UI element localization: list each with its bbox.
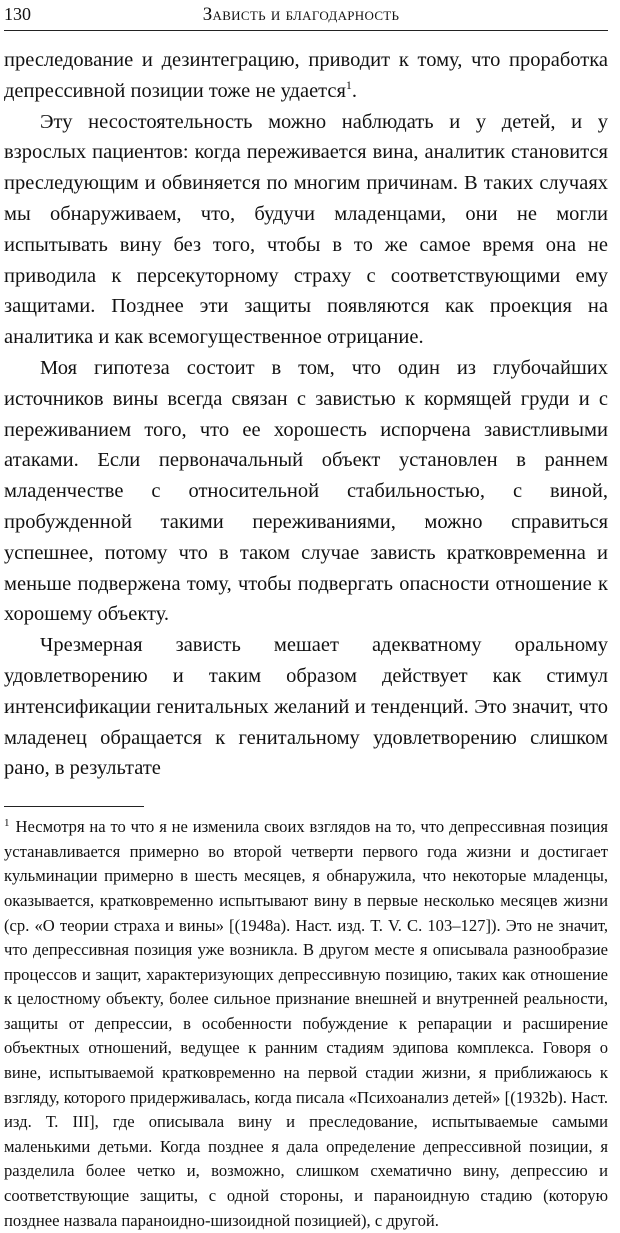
body-text — [4, 45, 608, 784]
running-head — [4, 0, 608, 31]
paragraph-1-text: преследование и дезинтеграцию, приводит к тому, что проработка депрессивной позиции тоже не удается — [4, 49, 608, 102]
paragraph-4: Чрезмерная зависть мешает адекватному оральному удовлетворению и таким образом действует как стимул интенсификации генитальных желаний и тенденций. Это значит, что младенец обращается к генитальному удовлетворению слишком рано, в результате — [4, 634, 608, 780]
footnote-marker: 1 — [4, 816, 10, 829]
footnote-separator — [4, 806, 144, 807]
paragraph-2: Эту несостоятельность можно наблюдать и у детей, и у взрослых пациентов: когда переживается вина, аналитик становится преследующим и обвиняется по многим причинам. В таких случаях мы обнаруживаем, что, будучи младенцами, они не могли испытывать вину без того, чтобы в то же самое время она не приводила к персекуторному страху с соответствующими ему защитами. Позднее эти защиты появляются как проекция на аналитика и как всемогущественное отрицание. — [4, 110, 608, 349]
paragraph-3: Моя гипотеза состоит в том, что один из глубочайших источников вины всегда связан с завистью к кормящей груди и с переживанием того, что ее хорошесть испорчена завистливыми атаками. Если первоначальный объект установлен в раннем младенчестве с относительной стабильностью, с виной, пробужденной такими переживаниями, можно справиться успешнее, потому что в таком случае зависть кратковременна и меньше подвержена тому, чтобы подвергать опасности отношение к хорошему объекту. — [4, 356, 608, 626]
running-title: Зависть и благодарность — [202, 4, 400, 25]
footnote-text: Несмотря на то что я не изменила своих взглядов на то, что депрессивная позиция устанавливается примерно во второй четверти первого года жизни и достигает кульминации примерно в шесть месяцев, я обнаружила, что некоторые младенцы, оказывается, кратковременно испытывают вину в первые несколько месяцев жизни (ср. «О теории страха и вины» [(1948a). Наст. изд. Т. V. С. 103–127]). Это не значит, что депрессивная позиция уже возникла. В другом месте я описывала разнообразие процессов и защит, характеризующих депрессивную позицию, таких как отношение к целостному объекту, более сильное признание внешней и внутренней реальности, защиты от депрессии, в особенности побуждение к репарации и расширение объектных отношений, ведущее к ранним стадиям эдипова комплекса. Говоря о вине, испытываемой кратковременно на первой стадии жизни, я приближаюсь к взгляду, которого придерживалась, когда писала «Психоанализ детей» [(1932b). Наст. изд. Т. III], где описывала вину и преследование, испытываемые самыми маленькими детьми. Когда позднее я дала определение депрессивной позиции, я разделила более четко и, возможно, слишком схематично вину, депрессию и соответствующие защиты, с одной стороны, и параноидную стадию (которую позднее назвала параноидно-шизоидной позицией), с другой. — [4, 817, 608, 1230]
page-number: 130 — [4, 4, 31, 24]
paragraph-1-end: . — [351, 79, 358, 102]
footnote — [4, 815, 608, 1233]
paragraph-1 — [4, 45, 608, 107]
footnote-reference[interactable]: 1 — [345, 77, 352, 92]
